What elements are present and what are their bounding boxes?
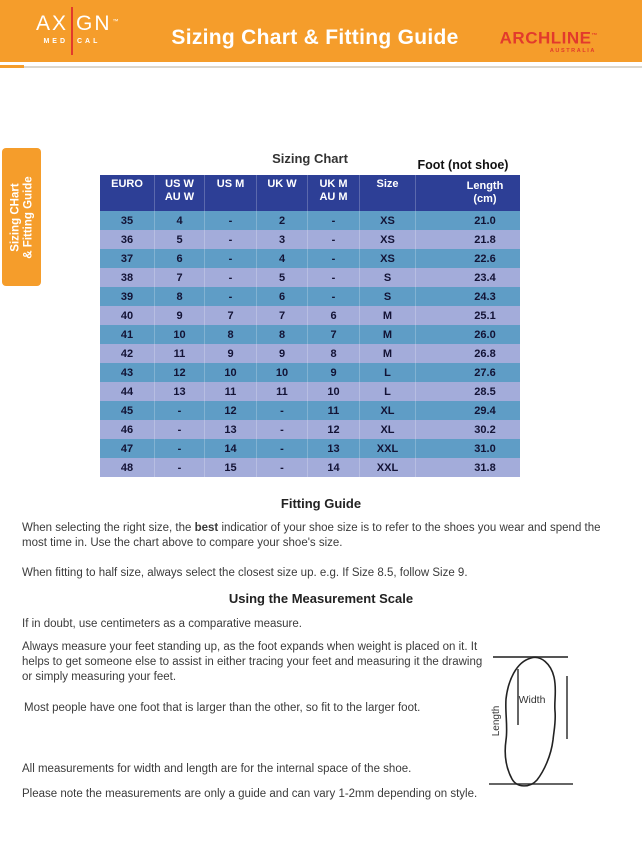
table-cell: 40 xyxy=(100,306,155,325)
header-rule-gray xyxy=(24,66,642,68)
fitting-guide-paragraph-2: When fitting to half size, always select the closest size up. e.g. If Size 8.5, follow Size 9. xyxy=(22,567,468,579)
column-header: Size xyxy=(360,175,416,211)
table-cell: S xyxy=(360,287,416,306)
table-cell: XS xyxy=(360,211,416,230)
table-cell: 12 xyxy=(205,401,257,420)
table-cell: 10 xyxy=(205,363,257,382)
sizing-chart-table xyxy=(100,175,520,477)
table-cell: 9 xyxy=(155,306,205,325)
table-cell: 46 xyxy=(100,420,155,439)
table-cell: 8 xyxy=(257,325,308,344)
table-cell: 11 xyxy=(205,382,257,401)
archline-name xyxy=(500,28,598,47)
table-cell: 10 xyxy=(155,325,205,344)
table-cell: 7 xyxy=(308,325,360,344)
header-rule-orange xyxy=(0,65,24,68)
foot-outline xyxy=(505,657,555,785)
table-cell: 21.0 xyxy=(474,214,496,227)
table-cell: 6 xyxy=(308,306,360,325)
table-cell: 15 xyxy=(205,458,257,477)
table-row xyxy=(100,249,520,268)
table-cell: - xyxy=(155,439,205,458)
table-cell: 6 xyxy=(257,287,308,306)
page-title: Sizing Chart & Fitting Guide xyxy=(171,26,459,49)
table-cell: 10 xyxy=(257,363,308,382)
table-cell: M xyxy=(360,344,416,363)
table-cell: 7 xyxy=(205,306,257,325)
table-cell: 7 xyxy=(257,306,308,325)
table-header-row xyxy=(100,175,520,211)
table-cell: XS xyxy=(360,230,416,249)
table-body xyxy=(100,211,520,477)
table-cell: 8 xyxy=(308,344,360,363)
table-cell: 4 xyxy=(257,249,308,268)
table-cell: 26.8 xyxy=(474,347,496,360)
table-cell: XL xyxy=(360,420,416,439)
table-cell: 11 xyxy=(308,401,360,420)
table-cell: 3 xyxy=(257,230,308,249)
table-cell: 4 xyxy=(155,211,205,230)
axign-logo-red-line xyxy=(71,7,73,55)
table-cell: 35 xyxy=(100,211,155,230)
column-header: EURO xyxy=(100,175,155,211)
table-cell: - xyxy=(205,249,257,268)
table-cell: - xyxy=(155,401,205,420)
axign-logo-ax: AX xyxy=(35,12,68,35)
fitting-p1-bold: best xyxy=(194,522,219,534)
table-cell: 8 xyxy=(155,287,205,306)
table-cell: 13 xyxy=(155,382,205,401)
table-cell: 9 xyxy=(257,344,308,363)
fitting-guide-heading: Fitting Guide xyxy=(280,496,362,511)
table-row xyxy=(100,458,520,477)
column-header: UK W xyxy=(257,175,308,211)
table-cell: 22.6 xyxy=(474,252,496,265)
measurement-heading: Using the Measurement Scale xyxy=(228,591,414,606)
side-tab xyxy=(2,148,41,286)
table-cell: XXL xyxy=(360,439,416,458)
side-tab-label xyxy=(2,148,41,286)
table-cell: 45 xyxy=(100,401,155,420)
table-cell: M xyxy=(360,325,416,344)
measurement-paragraph-1: If in doubt, use centimeters as a comparative measure. xyxy=(22,618,302,630)
archline-logo xyxy=(500,28,598,54)
table-cell: - xyxy=(257,458,308,477)
table-row xyxy=(100,382,520,401)
foot-diagram-svg xyxy=(485,643,642,800)
table-cell: - xyxy=(308,211,360,230)
table-cell: 13 xyxy=(308,439,360,458)
table-cell: - xyxy=(308,230,360,249)
table-cell: 11 xyxy=(155,344,205,363)
table-cell: 47 xyxy=(100,439,155,458)
table-cell: 14 xyxy=(205,439,257,458)
table-cell: 10 xyxy=(308,382,360,401)
column-header: Length (cm) xyxy=(466,180,504,205)
table-cell: 12 xyxy=(155,363,205,382)
table-cell: XS xyxy=(360,249,416,268)
table-cell: 42 xyxy=(100,344,155,363)
table-cell: - xyxy=(257,439,308,458)
table-cell: 9 xyxy=(205,344,257,363)
table-row xyxy=(100,306,520,325)
table-cell: 12 xyxy=(308,420,360,439)
table-cell: 24.3 xyxy=(474,290,496,303)
sizing-chart-title: Sizing Chart xyxy=(272,151,348,166)
table-cell: - xyxy=(257,401,308,420)
table-cell: - xyxy=(205,230,257,249)
column-header: US M xyxy=(205,175,257,211)
table-cell: 31.0 xyxy=(474,442,496,455)
table-cell: 28.5 xyxy=(474,385,496,398)
table-cell: S xyxy=(360,268,416,287)
table-cell: - xyxy=(155,458,205,477)
fitting-p1-pre: When selecting the right size, the xyxy=(22,522,195,534)
axign-logo-cal: CAL xyxy=(77,38,101,45)
length-label: Length xyxy=(491,705,502,737)
table-cell: XXL xyxy=(360,458,416,477)
table-cell: - xyxy=(308,249,360,268)
table-cell: 5 xyxy=(257,268,308,287)
table-cell: 39 xyxy=(100,287,155,306)
table-cell: 6 xyxy=(155,249,205,268)
table-cell: - xyxy=(205,211,257,230)
table-cell: 14 xyxy=(308,458,360,477)
table-cell: 26.0 xyxy=(474,328,496,341)
table-cell: 21.8 xyxy=(474,233,496,246)
column-header: UK M AU M xyxy=(308,175,360,211)
axign-logo-gn: GN xyxy=(76,12,112,35)
measurement-paragraph-2: Always measure your feet standing up, as the foot expands when weight is placed on it. It helps to get someone else to assist in either tracing your feet and measuring it the drawing or simply measuring your feet. xyxy=(22,641,483,683)
side-tab-line2: & Fitting Guide xyxy=(21,175,34,259)
table-cell: 11 xyxy=(257,382,308,401)
table-cell: 5 xyxy=(155,230,205,249)
width-label: Width xyxy=(518,694,546,706)
column-header: US W AU W xyxy=(155,175,205,211)
table-row xyxy=(100,439,520,458)
table-cell: 25.1 xyxy=(474,309,496,322)
table-row xyxy=(100,363,520,382)
table-cell: 23.4 xyxy=(474,271,496,284)
table-cell: - xyxy=(257,420,308,439)
table-row xyxy=(100,325,520,344)
table-cell: L xyxy=(360,363,416,382)
table-cell: 38 xyxy=(100,268,155,287)
header-banner xyxy=(0,0,642,62)
table-cell: 37 xyxy=(100,249,155,268)
table-cell: 13 xyxy=(205,420,257,439)
archline-trademark: ™ xyxy=(591,33,598,39)
archline-subtitle: AUSTRALIA xyxy=(549,47,596,54)
measurement-paragraph-3: Most people have one foot that is larger than the other, so fit to the larger foot. xyxy=(24,702,421,714)
table-cell: L xyxy=(360,382,416,401)
table-row xyxy=(100,344,520,363)
archline-text: ARCHLINE xyxy=(499,28,592,48)
foot-not-shoe-note: Foot (not shoe) xyxy=(417,158,509,172)
table-row xyxy=(100,401,520,420)
table-row xyxy=(100,420,520,439)
table-row xyxy=(100,230,520,249)
table-cell: 7 xyxy=(155,268,205,287)
table-cell: - xyxy=(205,287,257,306)
table-cell: 44 xyxy=(100,382,155,401)
table-cell: 48 xyxy=(100,458,155,477)
axign-logo-med: MED xyxy=(43,38,68,45)
table-cell: - xyxy=(155,420,205,439)
fitting-guide-paragraph-1 xyxy=(22,521,614,551)
table-cell: 8 xyxy=(205,325,257,344)
table-cell: 9 xyxy=(308,363,360,382)
table-cell: 43 xyxy=(100,363,155,382)
table-cell: 27.6 xyxy=(474,366,496,379)
table-cell: XL xyxy=(360,401,416,420)
foot-measurement-diagram xyxy=(485,643,642,800)
table-cell: 29.4 xyxy=(474,404,496,417)
measurement-paragraph-4: All measurements for width and length are for the internal space of the shoe. xyxy=(22,763,412,775)
fitting-p1-post: indicatior of your shoe size is to refer to the shoes you wear and spend the most time in. Use the chart above to compare your shoe's size. xyxy=(22,522,601,549)
table-row xyxy=(100,287,520,306)
table-cell: - xyxy=(308,287,360,306)
table-cell: 31.8 xyxy=(474,461,496,474)
table-row xyxy=(100,268,520,287)
table-cell: - xyxy=(205,268,257,287)
table-cell: 30.2 xyxy=(474,423,496,436)
axign-trademark: ™ xyxy=(112,19,121,25)
table-cell: 41 xyxy=(100,325,155,344)
table-cell: 2 xyxy=(257,211,308,230)
table-cell: M xyxy=(360,306,416,325)
measurement-paragraph-5: Please note the measurements are only a guide and can vary 1-2mm depending on style. xyxy=(22,788,478,800)
side-tab-line1: Sizing CHart xyxy=(8,182,21,252)
table-row xyxy=(100,211,520,230)
table-cell: - xyxy=(308,268,360,287)
table-cell: 36 xyxy=(100,230,155,249)
